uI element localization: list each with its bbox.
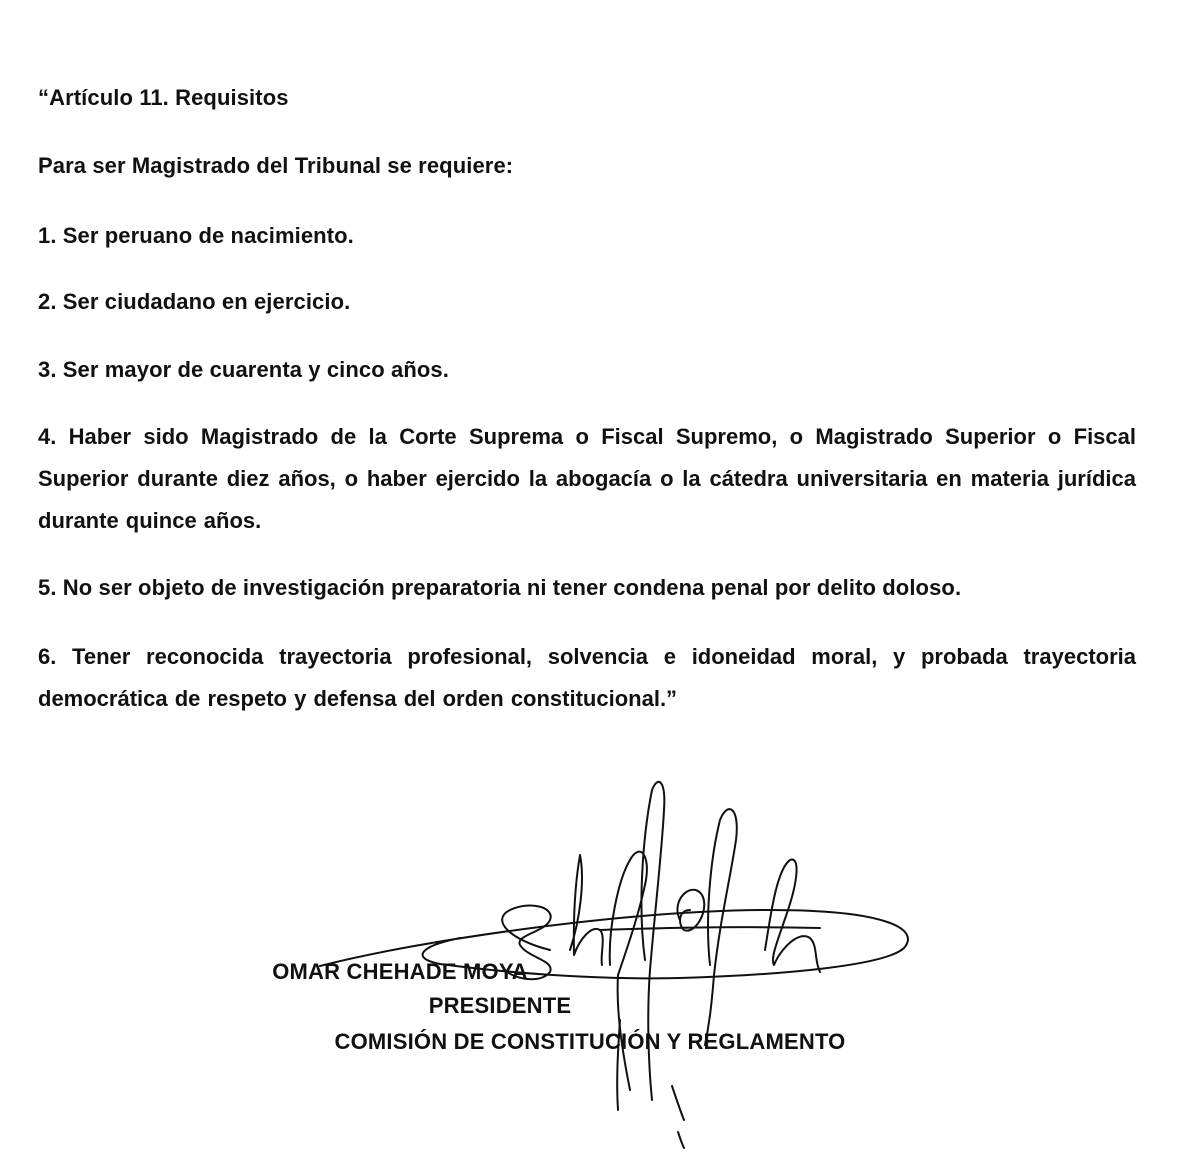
article-heading: “Artículo 11. Requisitos <box>38 85 289 110</box>
commission-name: COMISIÓN DE CONSTITUCIÓN Y REGLAMENTO <box>334 1029 846 1054</box>
requirement-6: 6. Tener reconocida trayectoria profesional, solvencia e idoneidad moral, y probada trayectoria democrática de respeto y defensa del orden constitucional.” <box>38 644 1136 711</box>
signatory-name: OMAR CHEHADE MOYA <box>272 959 528 984</box>
requirement-1: 1. Ser peruano de nacimiento. <box>38 223 354 248</box>
requirement-5: 5. No ser objeto de investigación preparatoria ni tener condena penal por delito doloso. <box>38 575 962 600</box>
requirement-2: 2. Ser ciudadano en ejercicio. <box>38 289 351 314</box>
handwritten-signature <box>300 760 940 1160</box>
signatory-title: PRESIDENTE <box>428 993 572 1018</box>
requirement-4: 4. Haber sido Magistrado de la Corte Suprema o Fiscal Supremo, o Magistrado Superior o Fiscal Superior durante diez años, o haber ejercido la abogacía o la cátedra universitaria en materia jurídica durante quince años. <box>38 424 1136 533</box>
requirement-3: 3. Ser mayor de cuarenta y cinco años. <box>38 357 449 382</box>
article-intro: Para ser Magistrado del Tribunal se requiere: <box>38 153 514 178</box>
